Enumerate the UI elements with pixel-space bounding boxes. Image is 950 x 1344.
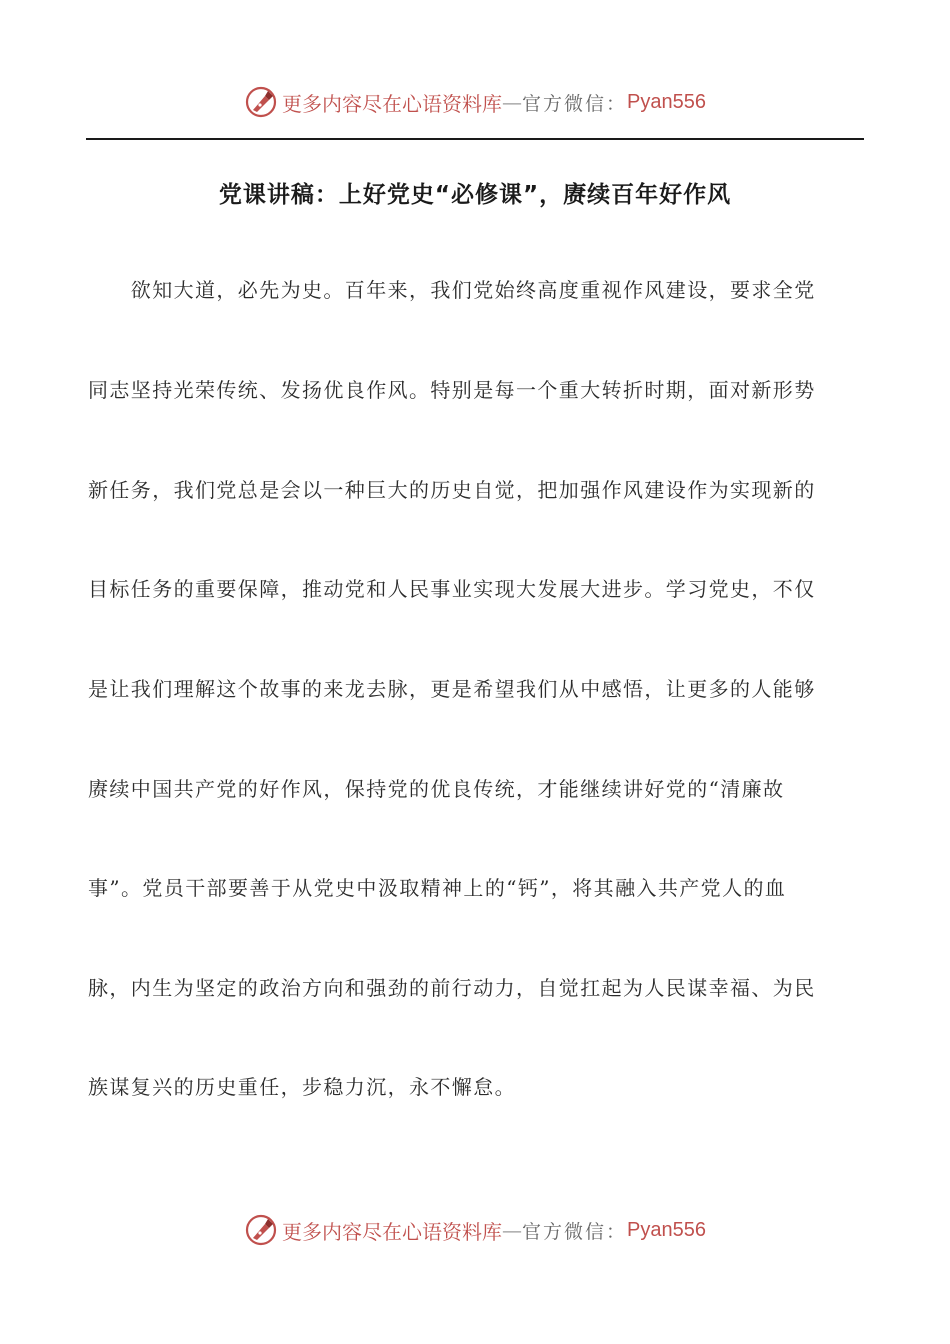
header-banner: [0, 82, 950, 122]
header-wechat-id: Pyan556: [627, 90, 706, 113]
body-line: 是让我们理解这个故事的来龙去脉，更是希望我们从中感悟，让更多的人能够: [88, 677, 816, 701]
body-line: 事”。党员干部要善于从党史中汲取精神上的“钙”，将其融入共产党人的血: [88, 876, 787, 900]
pen-nib-logo-icon: [244, 1213, 278, 1247]
body-line: 新任务，我们党总是会以一种巨大的历史自觉，把加强作风建设作为实现新的: [88, 478, 816, 502]
footer-banner: [0, 1210, 950, 1250]
footer-separator: —: [502, 1218, 522, 1242]
body-line: 赓续中国共产党的好作风，保持党的优良传统，才能继续讲好党的“清廉故: [88, 777, 785, 801]
header-wechat-label: 官方微信：: [522, 92, 628, 115]
footer-wechat-id: Pyan556: [627, 1218, 706, 1241]
body-line: 同志坚持光荣传统、发扬优良作风。特别是每一个重大转折时期，面对新形势: [88, 378, 816, 402]
body-line: 脉，内生为坚定的政治方向和强劲的前行动力，自觉扛起为人民谋幸福、为民: [88, 976, 816, 1000]
body-line: 族谋复兴的历史重任，步稳力沉，永不懈怠。: [88, 1075, 516, 1099]
footer-site-text: 更多内容尽在心语资料库: [282, 1219, 502, 1244]
header-site-text: 更多内容尽在心语资料库: [282, 91, 502, 116]
document-title: 党课讲稿：上好党史“必修课”，赓续百年好作风: [218, 182, 732, 208]
header-separator: —: [502, 90, 522, 114]
header-divider: [86, 138, 864, 140]
body-line: 欲知大道，必先为史。百年来，我们党始终高度重视作风建设，要求全党: [88, 278, 816, 302]
body-line: 目标任务的重要保障，推动党和人民事业实现大发展大进步。学习党史，不仅: [88, 577, 816, 601]
footer-wechat-label: 官方微信：: [522, 1220, 628, 1243]
pen-nib-logo-icon: [244, 85, 278, 119]
